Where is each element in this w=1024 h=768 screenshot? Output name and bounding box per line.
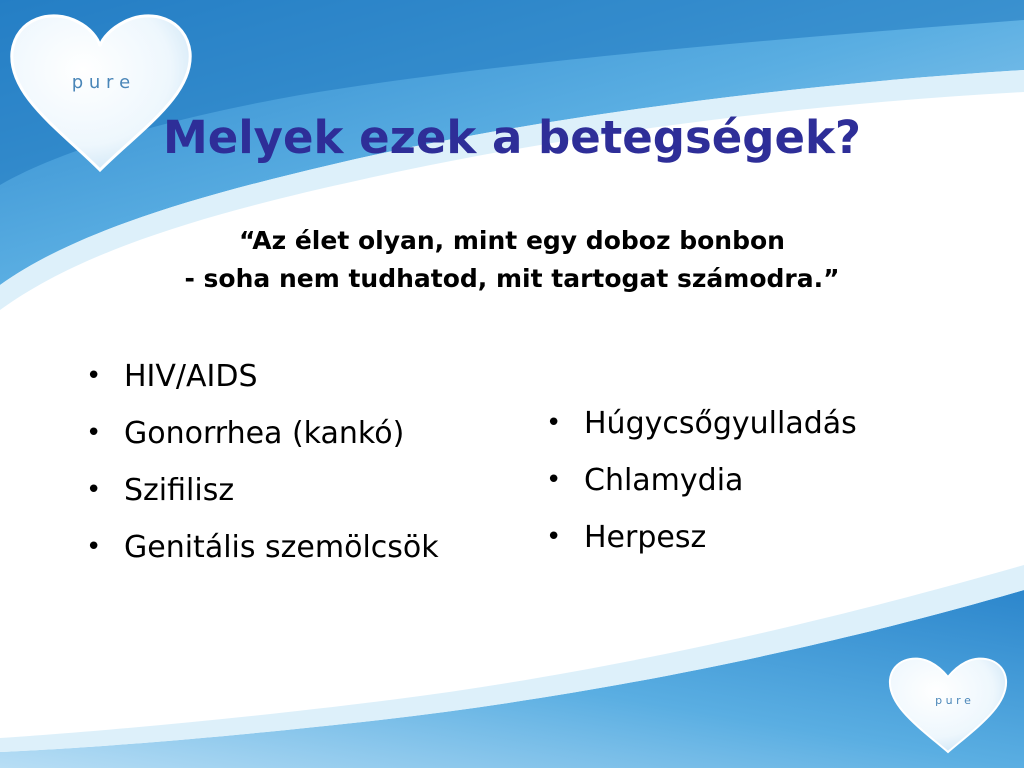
bullet: • <box>546 522 562 552</box>
list-item <box>546 509 857 566</box>
quote-line-2: - soha nem tudhatod, mit tartogat számodra.” <box>184 264 840 293</box>
list-item <box>546 395 857 452</box>
logo-text-bottom: p u r e <box>935 694 971 707</box>
quote-line-1: “Az élet olyan, mint egy doboz bonbon <box>239 226 785 255</box>
bullet: • <box>86 418 102 448</box>
list-item-label: Genitális szemölcsök <box>124 530 439 565</box>
list-item <box>86 462 439 519</box>
bullet: • <box>86 532 102 562</box>
list-item <box>86 348 439 405</box>
list-item-label: Chlamydia <box>584 463 744 498</box>
disease-list-right <box>546 395 857 566</box>
slide-title: Melyek ezek a betegségek? <box>162 111 862 164</box>
list-item-label: HIV/AIDS <box>124 359 258 394</box>
list-item-label: Szifilisz <box>124 473 235 508</box>
list-item-label: Húgycsőgyulladás <box>584 406 857 441</box>
list-item <box>86 405 439 462</box>
disease-list-left <box>86 348 439 576</box>
bullet: • <box>546 408 562 438</box>
list-item-label: Gonorrhea (kankó) <box>124 416 405 451</box>
list-item <box>546 452 857 509</box>
list-item <box>86 519 439 576</box>
bullet: • <box>86 361 102 391</box>
logo-text-top: p u r e <box>71 72 131 93</box>
list-item-label: Herpesz <box>584 520 707 555</box>
slide-quote <box>0 222 1024 298</box>
bullet: • <box>546 465 562 495</box>
bullet: • <box>86 475 102 505</box>
